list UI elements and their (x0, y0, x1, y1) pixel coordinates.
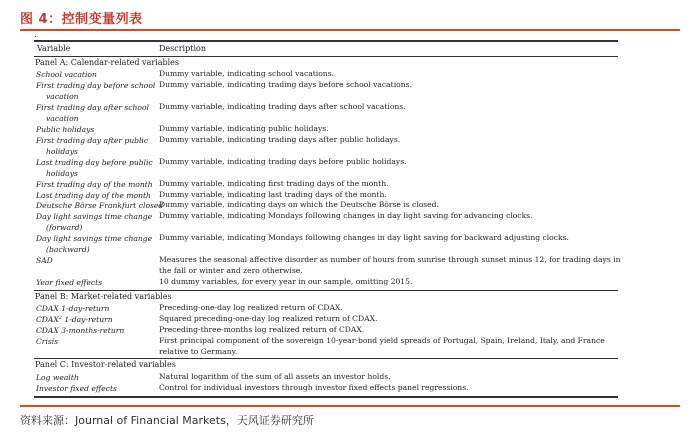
table-row-description: Dummy variable, indicating school vacations. (159, 69, 335, 78)
table-row-description: Preceding-three-months log realized return of CDAX. (159, 325, 365, 334)
table-row-description: Dummy variable, indicating Mondays following changes in day light saving for backward adjusting clocks. (159, 233, 569, 242)
table-row-variable: First trading day before school vacation (36, 81, 156, 101)
table-row-variable: Day light savings time change (backward) (36, 234, 153, 254)
table-top-rule (34, 40, 618, 42)
top-accent-rule (20, 29, 680, 31)
table-row-variable: Last trading day before public holidays (36, 158, 153, 178)
table-row-description: 10 dummy variables, for every year in our sample, omitting 2015. (159, 277, 413, 286)
figure-title: 图 4：控制变量列表 (20, 12, 143, 27)
table-row-description: Dummy variable, indicating trading days after public holidays. (159, 135, 401, 144)
table-row-description: Squared preceding-one-day log realized return of CDAX. (159, 314, 378, 323)
table-row-description: Dummy variable, indicating trading days before public holidays. (159, 157, 407, 166)
stray-dot: . (34, 30, 37, 40)
source-note: 资料来源：Journal of Financial Markets，天风证券研究所 (20, 414, 314, 427)
table-row-variable: SAD (36, 256, 53, 265)
table-row-description: Preceding-one-day log realized return of CDAX. (159, 303, 343, 312)
panel-c-title: Panel C: Investor-related variables (35, 360, 176, 369)
panel-b-end-rule (34, 358, 618, 359)
table-row-variable: Deutsche Börse Frankfurt closed (36, 201, 164, 210)
table-row-description: Dummy variable, indicating first trading days of the month. (159, 179, 389, 188)
table-row-variable: CDAX 1-day-return (36, 304, 110, 313)
panel-a-title: Panel A: Calendar-related variables (35, 58, 180, 67)
table-row-description: Natural logarithm of the sum of all assets an investor holds. (159, 372, 391, 381)
table-row-variable: Investor fixed effects (36, 384, 117, 393)
table-row-description: Measures the seasonal affective disorder as number of hours from sunrise through sunset minus 12, for trading days in the fall or winter and zero otherwise. (159, 255, 621, 275)
table-row-variable: Public holidays (36, 125, 95, 134)
table-row-description: Dummy variable, indicating days on which the Deutsche Börse is closed. (159, 200, 439, 209)
table-row-description: Control for individual investors through investor fixed effects panel regressions. (159, 383, 469, 392)
table-row-description: Dummy variable, indicating public holidays. (159, 124, 329, 133)
table-row-description: Dummy variable, indicating trading days after school vacations. (159, 102, 406, 111)
panel-a-end-rule (34, 290, 618, 291)
table-row-variable: First trading day of the month (36, 180, 153, 189)
panel-b-title: Panel B: Market-related variables (35, 292, 172, 301)
table-row-variable: First trading day after school vacation (36, 103, 149, 123)
table-row-description: First principal component of the sovereign 10-year-bond yield spreads of Portugal, Spain, Ireland, Italy, and France relative to Germany. (159, 336, 605, 356)
table-row-description: Dummy variable, indicating trading days before school vacations. (159, 80, 412, 89)
table-row-variable: CDAX 3-months-return (36, 326, 125, 335)
table-bottom-rule (34, 396, 618, 398)
table-row-variable: Year fixed effects (36, 278, 103, 287)
table-row-variable: Last trading day of the month (36, 191, 151, 200)
table-row-variable: Day light savings time change (forward) (36, 212, 153, 232)
table-row-variable: CDAX$^2$ 1-day-return (36, 315, 113, 324)
column-header-description: Description (159, 44, 206, 53)
table-row-description: Dummy variable, indicating last trading days of the month. (159, 190, 387, 199)
header-rule (34, 56, 618, 57)
table-row-variable: Log wealth (36, 373, 79, 382)
table-row-description: Dummy variable, indicating Mondays following changes in day light saving for advancing clocks. (159, 211, 533, 220)
column-header-variable: Variable (37, 44, 71, 53)
bottom-accent-rule (20, 405, 680, 407)
table-row-variable: Crisis (36, 337, 59, 346)
table-row-variable: First trading day after public holidays (36, 136, 149, 156)
table-row-variable: School vacation (36, 70, 97, 79)
